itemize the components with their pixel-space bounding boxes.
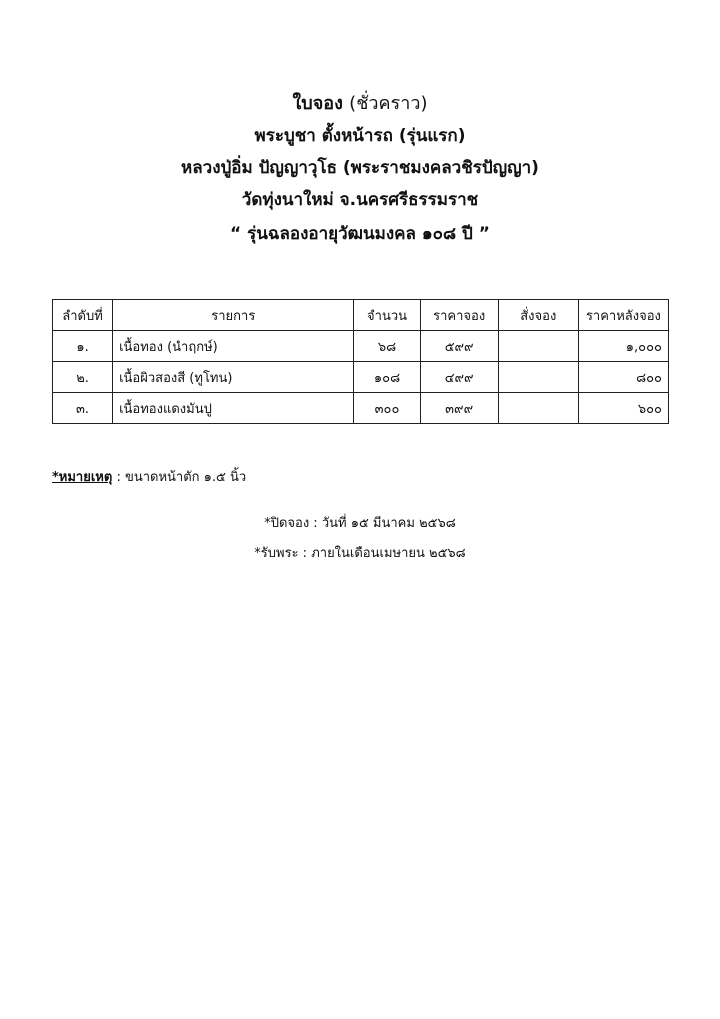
cell-qty: ๓๐๐ xyxy=(354,393,420,424)
cell-after-price: ๑,๐๐๐ xyxy=(578,331,668,362)
title-paren-text: (ชั่วคราว) xyxy=(349,93,428,114)
header-after-price: ราคาหลังจอง xyxy=(578,300,668,331)
document-header xyxy=(0,88,720,250)
cell-order xyxy=(498,362,578,393)
cell-qty: ๖๘ xyxy=(354,331,420,362)
amulet-name-line: พระบูชา ตั้งหน้ารถ (รุ่นแรก) xyxy=(254,126,466,146)
document-title xyxy=(0,88,720,120)
remark-note xyxy=(52,466,246,487)
table-header-row xyxy=(53,300,669,331)
title-text: ใบจอง xyxy=(292,93,343,114)
cell-no: ๑. xyxy=(53,331,113,362)
cell-item: เนื้อทอง (นำฤกษ์) xyxy=(113,331,354,362)
temple-name-line: วัดทุ่งนาใหม่ จ.นครศรีธรรมราช xyxy=(241,190,479,210)
cell-price: ๕๙๙ xyxy=(420,331,498,362)
header-no: ลำดับที่ xyxy=(53,300,113,331)
table-row xyxy=(53,393,669,424)
reservation-table xyxy=(52,299,669,424)
cell-price: ๔๙๙ xyxy=(420,362,498,393)
receive-date-line: *รับพระ : ภายในเดือนเมษายน ๒๕๖๘ xyxy=(254,546,466,561)
cell-no: ๓. xyxy=(53,393,113,424)
table-row xyxy=(53,331,669,362)
header-price: ราคาจอง xyxy=(420,300,498,331)
header-order: สั่งจอง xyxy=(498,300,578,331)
cell-after-price: ๖๐๐ xyxy=(578,393,668,424)
cell-order xyxy=(498,331,578,362)
closing-date-line: *ปิดจอง : วันที่ ๑๕ มีนาคม ๒๕๖๘ xyxy=(264,516,456,531)
cell-price: ๓๙๙ xyxy=(420,393,498,424)
remark-label: *หมายเหตุ xyxy=(52,470,113,485)
cell-no: ๒. xyxy=(53,362,113,393)
cell-item: เนื้อผิวสองสี (ทูโทน) xyxy=(113,362,354,393)
monk-name-line: หลวงปู่อิ่ม ปัญญาวุโธ (พระราชมงคลวชิรปัญญา) xyxy=(181,158,539,178)
header-item: รายการ xyxy=(113,300,354,331)
edition-motto: “ รุ่นฉลองอายุวัฒนมงคล ๑๐๘ ปี ” xyxy=(230,224,490,244)
cell-qty: ๑๐๘ xyxy=(354,362,420,393)
cell-order xyxy=(498,393,578,424)
cell-after-price: ๘๐๐ xyxy=(578,362,668,393)
table-row xyxy=(53,362,669,393)
header-qty: จำนวน xyxy=(354,300,420,331)
remark-text: : ขนาดหน้าตัก ๑.๕ นิ้ว xyxy=(112,470,247,485)
cell-item: เนื้อทองแดงมันปู xyxy=(113,393,354,424)
